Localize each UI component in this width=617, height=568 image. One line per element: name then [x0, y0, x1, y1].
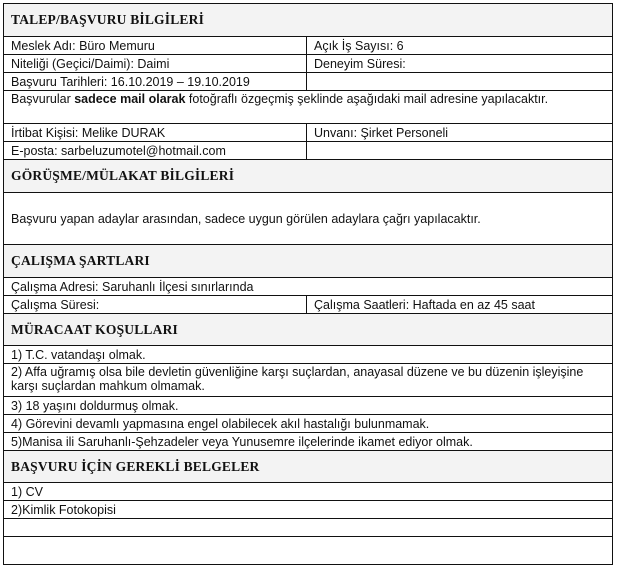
niteligi-cell: Niteliği (Geçici/Daimi): Daimi — [4, 55, 307, 72]
row-niteligi — [4, 55, 612, 73]
eposta-cell: E-posta: sarbeluzumotel@hotmail.com — [4, 142, 307, 159]
list-item: 5)Manisa ili Saruhanlı-Şehzadeler veya Yunusemre ilçelerinde ikamet ediyor olmak. — [4, 433, 612, 451]
gorusme-text: Başvuru yapan adaylar arasından, sadece uygun görülen adaylara çağrı yapılacaktır. — [11, 211, 481, 226]
section-heading-belgeler: BAŞVURU İÇİN GEREKLİ BELGELER — [4, 451, 612, 483]
row-calisma-adres — [4, 278, 612, 296]
list-item: 2)Kimlik Fotokopisi — [4, 501, 612, 519]
basvurular-cell: Başvurular sadece mail olarak fotoğraflı özgeçmiş şeklinde aşağıdaki mail adresine yapılacaktır. — [11, 92, 549, 106]
calisma-sure-cell: Çalışma Süresi: — [4, 296, 307, 313]
acik-is-cell: Açık İş Sayısı: 6 — [314, 38, 404, 53]
row-basvurular — [4, 91, 612, 124]
row-meslek — [4, 37, 612, 55]
row-tarihler — [4, 73, 612, 91]
row-eposta — [4, 142, 612, 160]
section-heading-calisma: ÇALIŞMA ŞARTLARI — [4, 245, 612, 278]
meslek-cell: Meslek Adı: Büro Memuru — [4, 37, 307, 54]
row-irtibat — [4, 124, 612, 142]
calisma-saatler-cell: Çalışma Saatleri: Haftada en az 45 saat — [314, 297, 535, 312]
list-item: 1) T.C. vatandaşı olmak. — [4, 346, 612, 364]
job-posting-form — [3, 3, 613, 565]
empty-row — [4, 537, 612, 564]
calisma-adres-cell: Çalışma Adresi: Saruhanlı İlçesi sınırlarında — [11, 279, 254, 294]
row-gorusme-text — [4, 193, 612, 245]
unvan-cell: Unvanı: Şirket Personeli — [314, 125, 449, 140]
list-item: 4) Görevini devamlı yapmasına engel olabilecek akıl hastalığı bulunmamak. — [4, 415, 612, 433]
list-item: 2) Affa uğramış olsa bile devletin güvenliğine karşı suçlardan, anayasal düzene ve bu düzenin işleyişine karşı suçlardan mahkum olmamak. — [4, 364, 612, 397]
list-item: 3) 18 yaşını doldurmuş olmak. — [4, 397, 612, 415]
section-heading-gorusme: GÖRÜŞME/MÜLAKAT BİLGİLERİ — [4, 160, 612, 193]
empty-row — [4, 519, 612, 537]
row-calisma-sure — [4, 296, 612, 314]
section-heading-muracaat: MÜRACAAT KOŞULLARI — [4, 314, 612, 346]
list-item: 1) CV — [4, 483, 612, 501]
irtibat-cell: İrtibat Kişisi: Melike DURAK — [4, 124, 307, 141]
deneyim-cell: Deneyim Süresi: — [314, 56, 406, 71]
section-heading-talep: TALEP/BAŞVURU BİLGİLERİ — [4, 4, 612, 37]
tarihler-cell: Başvuru Tarihleri: 16.10.2019 – 19.10.2019 — [4, 73, 307, 90]
